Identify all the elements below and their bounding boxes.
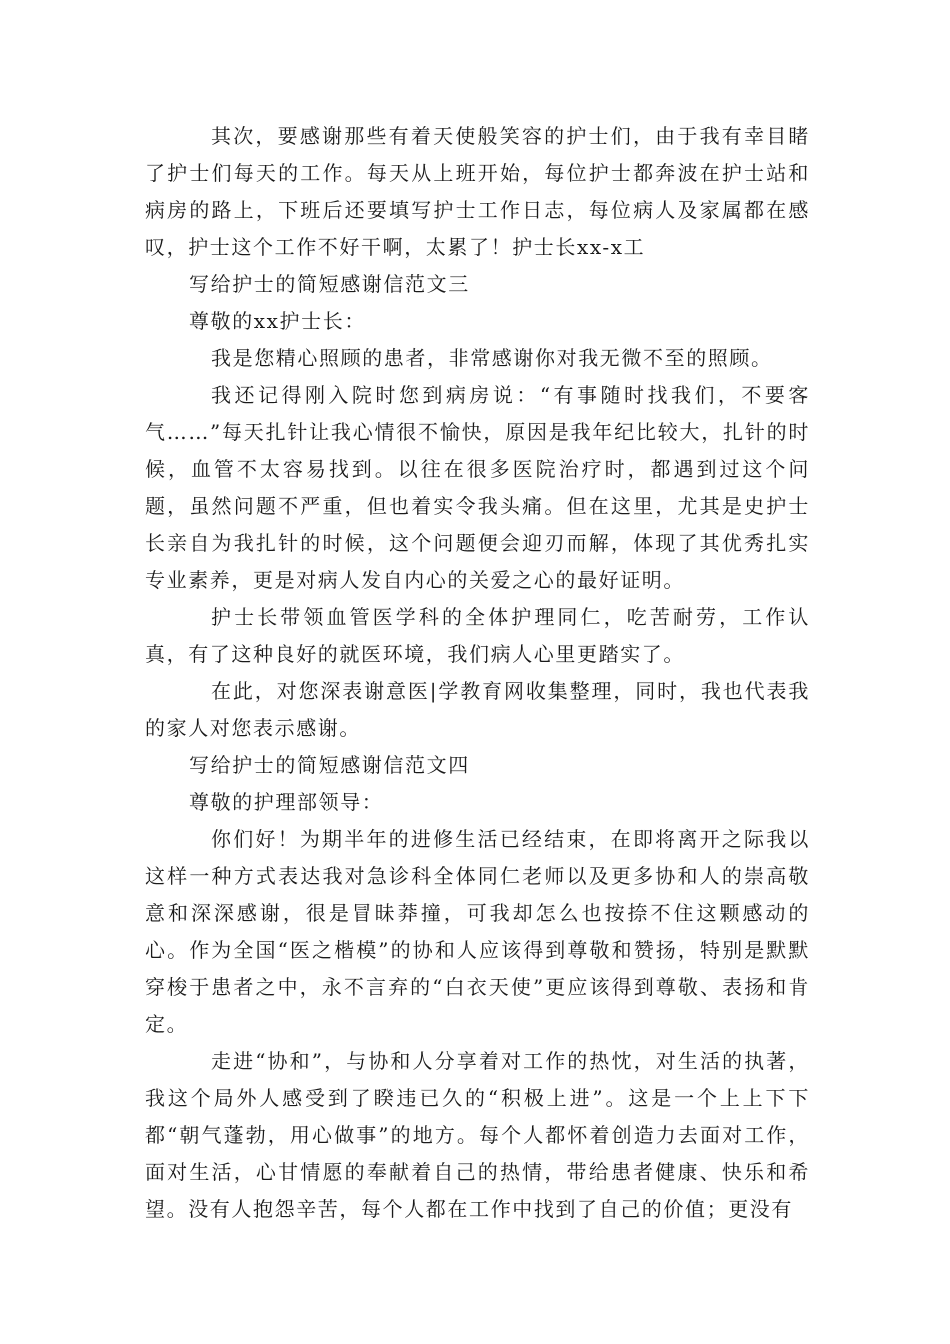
paragraph-greeting: 你们好！为期半年的进修生活已经结束，在即将离开之际我以这样一种方式表达我对急诊科全体同仁老师以及更多协和人的崇高敬意和深深感谢，很是冒昧莽撞，可我却怎么也按捺不住这颗感动的心。作为全国“医之楷模”的协和人应该得到尊敬和赞扬，特别是默默穿梭于患者之中，永不言弃的“白衣天使”更应该得到尊敬、表扬和肯定。: [145, 827, 810, 1036]
paragraph-enter-xiehe: 走进“协和”，与协和人分享着对工作的热忱，对生活的执著，我这个局外人感受到了睽违已久的“积极上进”。这是一个上上下下都“朝气蓬勃，用心做事”的地方。每个人都怀着创造力去面对工作，面对生活，心甘情愿的奉献着自己的热情，带给患者健康、快乐和希望。没有人抱怨辛苦，每个人都在工作中找到了自己的价值；更没有: [145, 1049, 810, 1221]
paragraph-patient-thanks: 我是您精心照顾的患者，非常感谢你对我无微不至的照顾。: [211, 346, 773, 370]
paragraph-head-nurse-team: 护士长带领血管医学科的全体护理同仁，吃苦耐劳，工作认真，有了这种良好的就医环境，我们病人心里更踏实了。: [145, 605, 810, 666]
paragraph-thanks-nurses: 其次，要感谢那些有着天使般笑容的护士们，由于我有幸目睹了护士们每天的工作。每天从上班开始，每位护士都奔波在护士站和病房的路上，下班后还要填写护士工作日志，每位病人及家属都在感叹，护士这个工作不好干啊，太累了！护士长xx-x工: [145, 124, 810, 259]
paragraph-memory-admission: 我还记得刚入院时您到病房说：“有事随时找我们，不要客气……”每天扎针让我心情很不愉快，原因是我年纪比较大，扎针的时候，血管不太容易找到。以往在很多医院治疗时，都遇到过这个问题，虽然问题不严重，但也着实令我头痛。但在这里，尤其是史护士长亲自为我扎针的时候，这个问题便会迎刃而解，体现了其优秀扎实专业素养，更是对病人发自内心的关爱之心的最好证明。: [145, 383, 810, 592]
document-page: [145, 118, 810, 1228]
salutation-head-nurse: 尊敬的xx护士长：: [189, 309, 366, 333]
section-title-four: 写给护士的简短感谢信范文四: [189, 753, 470, 777]
section-title-three: 写给护士的简短感谢信范文三: [189, 272, 470, 296]
paragraph-closing-thanks: 在此，对您深表谢意医|学教育网收集整理，同时，我也代表我的家人对您表示感谢。: [145, 679, 810, 740]
salutation-nursing-dept: 尊敬的护理部领导：: [189, 790, 384, 814]
